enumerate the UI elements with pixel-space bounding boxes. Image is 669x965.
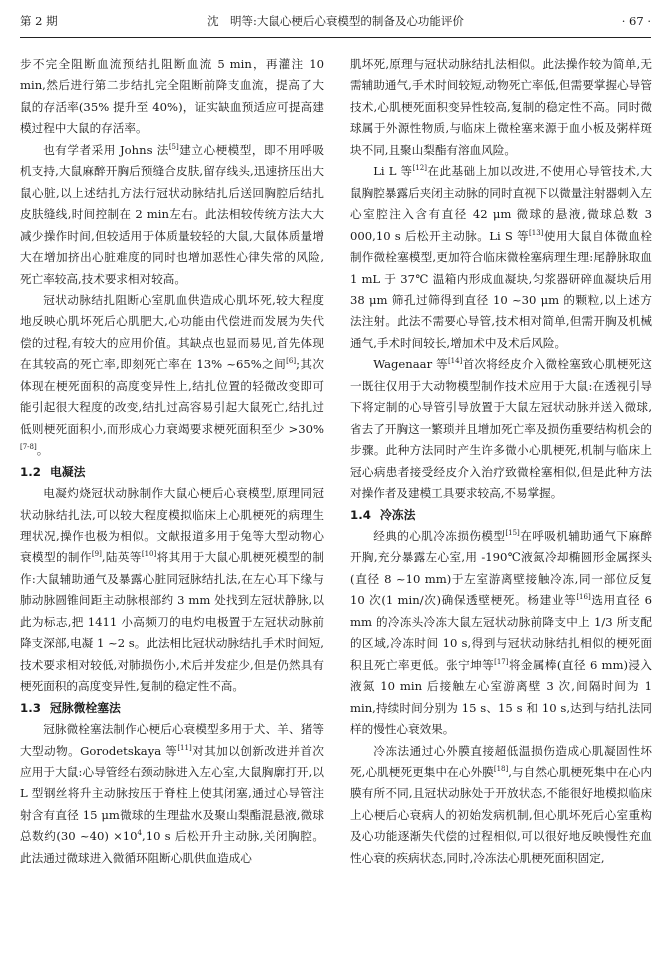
citation: [9] [91, 550, 102, 559]
citation: [13] [529, 228, 544, 237]
text-span: 。 [36, 443, 49, 458]
paragraph: 肌坏死,原理与冠状动脉结扎法相似。此法操作较为简单,无需辅助通气,手术时间较短,动物死亡率低,但需要掌握心导管技术,心肌梗死面积变异性较高,复制的稳定性不高。同时微球属于外源性物质,与临床上微栓塞来源于血小板及粥样斑块不同,且聚山梨酯有溶血风险。 [350, 57, 652, 157]
citation: [17] [494, 657, 509, 666]
text-span: 在呼吸机辅助通气下麻醉开胸,充分暴露左心室,用 -190℃液氮冷却椭圆形金属探头(直径 8 ~10 mm)于左室游离壁接触冷冻,同一部位反复 10 次(1 min/次)确保透壁梗死。杨建业等 [350, 528, 652, 608]
section-number: 1.3 [20, 700, 41, 715]
exponent: 4 [137, 829, 143, 838]
paragraph [350, 161, 652, 354]
citation: [15] [505, 529, 520, 538]
section-number: 1.4 [350, 507, 371, 522]
citation: [7-8] [20, 443, 37, 452]
section-heading [20, 462, 324, 483]
paragraph [20, 483, 324, 698]
section-title: 冷冻法 [380, 507, 416, 522]
section-title: 冠脉微栓塞法 [50, 700, 121, 715]
text-span: 将其用于大鼠心肌梗死模型的制作:大鼠辅助通气及暴露心脏同冠脉结扎法,在左心耳下缘与肺动脉圆锥间距主动脉根部约 3 mm 处找到左冠状静脉,以此为标志,把 1411 小高频刀的电灼电极置于左冠状动脉前降支深部,电凝 1 ~2 s。此法相比冠状动脉结扎手术时间短,技术要求相对较低,对肺损伤小,术后并发症少,但是仍然具有梗死面积的高度变异性,复制的稳定性不高。 [20, 550, 324, 694]
text-span: ,与自然心肌梗死集中在心内膜有所不同,且冠状动脉处于开放状态,不能很好地模拟临床上心梗后心衰病人的初始发病机制,但心肌坏死后心室重构及心功能逐渐失代偿的过程相似,可以很好地反映慢性充血性心衰的疾病状态,同时,冷冻法心肌梗死面积固定, [350, 764, 653, 865]
citation: [18] [493, 765, 509, 774]
running-title: 沈 明等:大鼠心梗后心衰模型的制备及心功能评价 [207, 14, 464, 28]
issue-label: 第 2 期 [20, 14, 58, 28]
text-span: 选用直径 6 mm 的冷冻头冷冻大鼠左冠状动脉前降支中上 1/3 所支配的区域,冷冻时间 10 s,得到与冠状动脉结扎相似的梗死面积且死亡率更低。张宁坤等 [350, 593, 652, 672]
paragraph [20, 719, 324, 869]
text-span: 也有学者采用 Johns 法 [43, 142, 169, 157]
text-span: 首次将经皮介入微栓塞致心肌梗死这一既往仅用于大动物模型制作技术应用于大鼠:在透视引导下将定制的心导管引导放置于大鼠左冠状动脉并送入微球,省去了开胸这一繁琐并且增加死亡率及损伤重要结构机会的步骤。此种方法同时产生许多微小心肌梗死,机制与临床上冠心病患者接受经皮介入治疗致微栓塞相似,但是此种方法对操作者及建模工具要求较高,不易掌握。 [350, 357, 652, 501]
paragraph [20, 140, 324, 290]
section-heading [350, 505, 652, 526]
citation: [12] [412, 164, 427, 173]
text-span: Wagenaar 等 [373, 357, 448, 372]
text-span: 冠脉微栓塞法制作心梗后心衰模型多用于犬、羊、猪等大型动物。Gorodetskaya 等 [20, 722, 324, 758]
text-span: 将金属棒(直径 6 mm)浸入液氮 10 min 后接触左心室游离壁 3 次,间隔时间为 1 min,持续时间分别为 15 s、15 s 和 10 s,达到与结扎法同样的慢性心衰效果。 [350, 657, 652, 737]
text-span: 对其加以创新改进并首次应用于大鼠:心导管经右颈动脉进入左心室,大鼠胸廓打开,以 L 型钢丝将升主动脉按压于脊柱上使其闭塞,通过心导管注射含有直径 15 μm微球的生理盐水及聚山梨酯混悬液,微球总数约(30 ~40) ×10 [20, 743, 324, 844]
text-span: 在此基础上加以改进,不使用心导管技术,大鼠胸腔暴露后夹闭主动脉的同时直视下以微量注射器刺入左心室腔注入含有直径 42 μm 微球的悬液,微球总数 3 000,10 s 后松开主动脉。Li S 等 [350, 164, 652, 243]
citation: [10] [141, 550, 157, 559]
text-span: ;其次体现在梗死面积的高度变异性上,结扎位置的轻微改变即可能引起很大程度的改变,结扎过高容易引起大鼠死亡,结扎过低则梗死面积小,而形成心力衰竭要求梗死面积至少 >30% [20, 357, 325, 436]
text-span: 经典的心肌冷冻损伤模型 [373, 528, 506, 543]
text-span: ,陆英等 [101, 550, 142, 565]
header-rule [20, 37, 651, 38]
text-span: ,10 s 后松开升主动脉,关闭胸腔。此法通过微球进入微循环阻断心肌供血造成心 [20, 829, 324, 865]
right-column [350, 54, 652, 869]
citation: [14] [447, 357, 463, 366]
paragraph [350, 354, 652, 504]
paragraph: 步不完全阻断血流预结扎阻断血流 5 min，再灌注 10 min,然后进行第二步结扎完全阻断前降支血流，提高了大鼠的存活率(35% 提升至 40%)，证实缺血预适应可提高建模过程中大鼠的存活率。 [20, 57, 324, 136]
citation: [6] [286, 357, 297, 366]
text-span: 电凝灼烧冠状动脉制作大鼠心梗后心衰模型,原理同冠状动脉结扎法,可以较大程度模拟临床上心肌梗死的病理生理状况,操作也极为相似。文献报道多用于兔等大型动物心衰模型的制作 [20, 486, 324, 565]
text-span: 冷冻法通过心外膜直接超低温损伤造成心肌凝固性坏死,心肌梗死更集中在心外膜 [350, 743, 652, 779]
paragraph [20, 290, 324, 462]
page-header [20, 10, 651, 32]
page-number: · 67 · [621, 14, 651, 28]
text-span: 冠状动脉结扎阻断心室肌血供造成心肌坏死,较大程度地反映心肌坏死后心肌肥大,心功能由代偿进而发展为失代偿的过程,有较大的应用价值。其缺点也显而易见,首先体现在其较高的死亡率,即刻死亡率在 13% ~65%之间 [20, 292, 324, 372]
section-number: 1.2 [20, 464, 41, 479]
section-heading [20, 698, 324, 719]
section-title: 电凝法 [50, 464, 86, 479]
text-span: Li L 等 [373, 164, 413, 179]
citation: [11] [177, 743, 192, 752]
text-span: 使用大鼠自体微血栓制作微栓塞模型,更加符合临床微栓塞病理生理:尾静脉取血 1 mL 于 37℃ 温箱内形成血凝块,匀浆器研碎血凝块后用 38 μm 筛孔过筛得到直径 10 ~30 μm 的颗粒,以上述方法注射。此法不需要心导管,技术相对简单,但需开胸及机械通气,手术时间较长,增加术中及术后风险。 [350, 228, 652, 350]
left-column [20, 54, 324, 869]
citation: [16] [576, 593, 591, 602]
citation: [5] [168, 142, 179, 151]
paragraph [350, 741, 652, 870]
paragraph [350, 526, 652, 741]
text-span: 建立心梗模型，即不用呼吸机支持,大鼠麻醉开胸后预缝合皮肤,留存线头,迅速挤压出大鼠心脏,以上述结扎方法行冠状动脉结扎后送回胸腔后结扎皮肤缝线,时间控制在 2 min左右。此法相较传统方法大大减少操作时间,但较适用于体质量较轻的大鼠,大鼠体质量增大在增加挤出心脏难度的同时也增加恶性心律失常的风险,死亡率较高,技术要求相对较高。 [20, 142, 324, 286]
